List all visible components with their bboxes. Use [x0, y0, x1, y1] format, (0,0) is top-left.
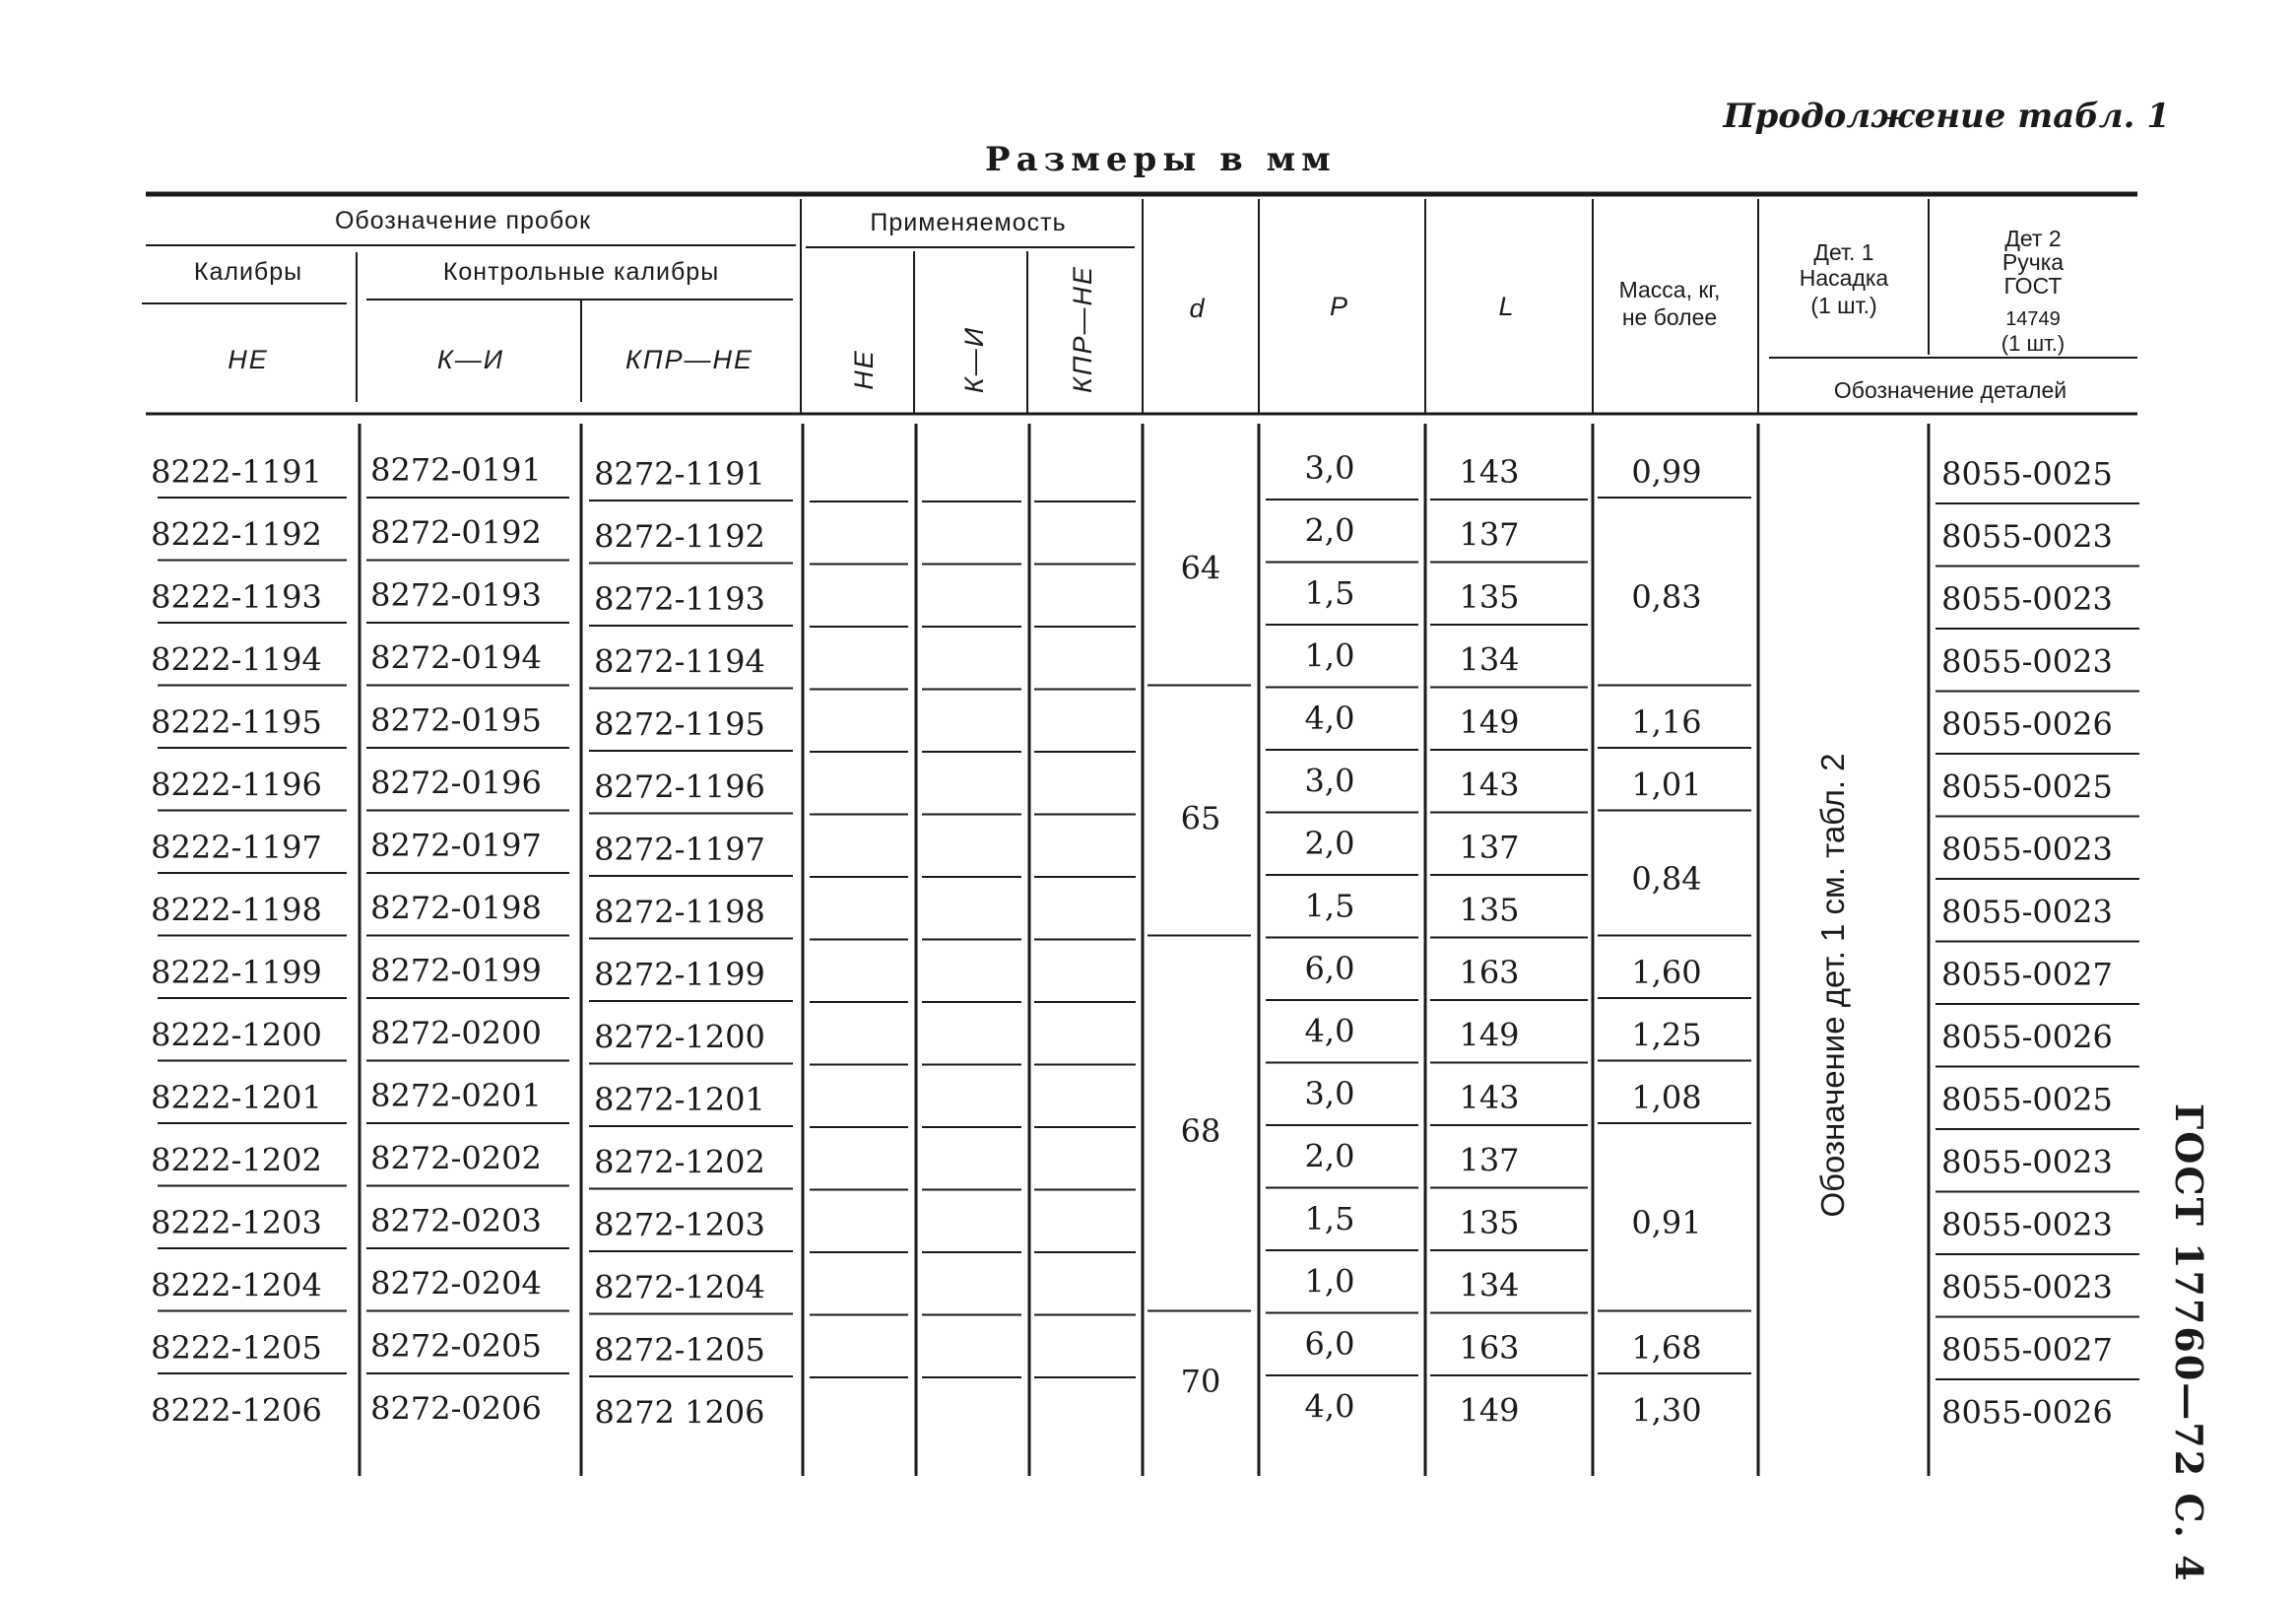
- row-l-value: 134: [1459, 640, 1520, 679]
- mass-group-value: 0,99: [1631, 453, 1702, 491]
- row-k-i-code: 8272-0202: [370, 1139, 542, 1177]
- row-he-code: 8222-1202: [151, 1141, 322, 1179]
- row-p-value: 4,0: [1304, 1012, 1355, 1050]
- units-caption: Размеры в мм: [985, 140, 1337, 179]
- row-det2-code: 8055-0026: [1941, 1018, 2113, 1056]
- row-det2-code: 8055-0023: [1941, 893, 2113, 931]
- row-p-value: 1,0: [1304, 636, 1355, 675]
- row-he-code: 8222-1196: [151, 766, 322, 804]
- row-he-code: 8222-1206: [151, 1391, 322, 1430]
- header-d: d: [1189, 294, 1207, 323]
- row-kpr-he-code: 8272-1200: [594, 1018, 765, 1056]
- row-k-i-code: 8272-0204: [370, 1264, 542, 1302]
- row-p-value: 1,5: [1304, 574, 1355, 612]
- row-he-code: 8222-1199: [151, 954, 322, 991]
- row-kpr-he-code: 8272-1192: [594, 517, 765, 556]
- mass-group-value: 1,60: [1631, 954, 1702, 991]
- row-det2-code: 8055-0026: [1941, 1393, 2113, 1432]
- header-l: L: [1498, 292, 1516, 321]
- header-det2-line5: (1 шт.): [2001, 331, 2066, 356]
- row-p-value: 1,0: [1304, 1262, 1355, 1301]
- table-header: [194, 207, 2066, 403]
- d-group-value: 68: [1180, 1111, 1221, 1150]
- row-p-value: 2,0: [1304, 1137, 1355, 1175]
- header-gauges: Калибры: [193, 258, 303, 286]
- mass-group-value: 1,16: [1631, 703, 1702, 741]
- row-kpr-he-code: 8272-1196: [594, 768, 765, 806]
- row-he-code: 8222-1192: [151, 515, 322, 554]
- header-mass-line2: не более: [1621, 304, 1718, 330]
- row-l-value: 143: [1459, 453, 1520, 491]
- row-l-value: 135: [1459, 1204, 1520, 1241]
- row-det2-code: 8055-0027: [1941, 956, 2113, 993]
- row-det2-code: 8055-0023: [1941, 1143, 2113, 1181]
- row-p-value: 1,5: [1304, 887, 1355, 925]
- det1-note: Обозначение дет. 1 см. табл. 2: [1814, 753, 1851, 1218]
- row-l-value: 163: [1459, 1329, 1520, 1367]
- row-k-i-code: 8272-0199: [370, 952, 542, 989]
- header-p: P: [1329, 292, 1350, 321]
- d-group-value: 70: [1180, 1362, 1221, 1400]
- header-kpr-he: КПР—НЕ: [625, 345, 754, 374]
- header-det2-line1: Дет 2: [2004, 226, 2062, 251]
- row-p-value: 4,0: [1304, 1387, 1355, 1426]
- mass-group-value: 0,83: [1631, 578, 1702, 616]
- row-l-value: 149: [1459, 1391, 1520, 1430]
- row-kpr-he-code: 8272-1204: [594, 1268, 765, 1306]
- mass-group-value: 1,08: [1631, 1079, 1702, 1116]
- row-k-i-code: 8272-0198: [370, 889, 542, 927]
- row-kpr-he-code: 8272-1199: [594, 956, 765, 993]
- row-p-value: 1,5: [1304, 1200, 1355, 1237]
- row-l-value: 135: [1459, 891, 1520, 929]
- mass-group-value: 1,68: [1631, 1329, 1702, 1367]
- row-k-i-code: 8272-0197: [370, 827, 542, 864]
- row-kpr-he-code: 8272-1205: [594, 1331, 765, 1369]
- row-he-code: 8222-1200: [151, 1016, 322, 1054]
- row-p-value: 2,0: [1304, 511, 1355, 550]
- row-l-value: 163: [1459, 954, 1520, 991]
- d-group-value: 65: [1180, 799, 1221, 837]
- row-kpr-he-code: 8272-1198: [594, 893, 765, 931]
- row-p-value: 2,0: [1304, 825, 1355, 862]
- row-kpr-he-code: 8272-1197: [594, 831, 765, 868]
- row-det2-code: 8055-0023: [1941, 517, 2113, 556]
- row-kpr-he-code: 8272-1191: [594, 455, 765, 493]
- row-he-code: 8222-1204: [151, 1266, 322, 1304]
- row-he-code: 8222-1194: [151, 640, 322, 679]
- row-p-value: 6,0: [1304, 1325, 1355, 1363]
- row-he-code: 8222-1193: [151, 578, 322, 616]
- row-k-i-code: 8272-0201: [370, 1077, 542, 1114]
- mass-group-value: 1,01: [1631, 766, 1702, 804]
- header-k-i: К—И: [436, 345, 505, 374]
- row-p-value: 4,0: [1304, 700, 1355, 737]
- row-p-value: 3,0: [1304, 449, 1355, 487]
- row-p-value: 6,0: [1304, 950, 1355, 987]
- header-det2-line3: ГОСТ: [2003, 273, 2063, 299]
- row-kpr-he-code: 8272-1195: [594, 705, 765, 743]
- row-det2-code: 8055-0023: [1941, 1268, 2113, 1306]
- row-det2-code: 8055-0023: [1941, 1206, 2113, 1243]
- row-k-i-code: 8272-0196: [370, 764, 542, 802]
- row-k-i-code: 8272-0206: [370, 1389, 542, 1428]
- header-plug-designation: Обозначение пробок: [334, 207, 592, 234]
- row-det2-code: 8055-0023: [1941, 831, 2113, 868]
- row-l-value: 135: [1459, 578, 1520, 616]
- row-det2-code: 8055-0023: [1941, 642, 2113, 681]
- row-kpr-he-code: 8272-1202: [594, 1143, 765, 1181]
- row-det2-code: 8055-0023: [1941, 580, 2113, 618]
- row-det2-code: 8055-0025: [1941, 768, 2113, 806]
- continuation-label: Продолжение табл. 1: [1723, 97, 2170, 136]
- row-det2-code: 8055-0026: [1941, 705, 2113, 743]
- row-k-i-code: 8272-0195: [370, 701, 542, 739]
- header-app-k-i: К—И: [959, 325, 989, 394]
- row-k-i-code: 8272-0194: [370, 638, 542, 677]
- header-app-he: НЕ: [849, 349, 879, 390]
- row-kpr-he-code: 8272-1203: [594, 1206, 765, 1243]
- header-parts-designation: Обозначение деталей: [1833, 377, 2067, 403]
- row-he-code: 8222-1197: [151, 829, 322, 866]
- row-l-value: 149: [1459, 703, 1520, 741]
- row-p-value: 3,0: [1304, 762, 1355, 800]
- row-l-value: 137: [1459, 1141, 1520, 1179]
- row-k-i-code: 8272-0205: [370, 1327, 542, 1365]
- header-det1-line3: (1 шт.): [1810, 293, 1877, 318]
- row-k-i-code: 8272-0193: [370, 576, 542, 614]
- row-l-value: 137: [1459, 515, 1520, 554]
- row-l-value: 134: [1459, 1266, 1520, 1304]
- row-kpr-he-code: 8272-1194: [594, 642, 765, 681]
- row-l-value: 149: [1459, 1016, 1520, 1054]
- row-det2-code: 8055-0027: [1941, 1331, 2113, 1369]
- row-k-i-code: 8272-0192: [370, 513, 542, 552]
- row-kpr-he-code: 8272-1201: [594, 1081, 765, 1118]
- row-k-i-code: 8272-0203: [370, 1202, 542, 1239]
- mass-group-value: 1,30: [1631, 1391, 1702, 1430]
- row-he-code: 8222-1205: [151, 1329, 322, 1367]
- header-app-kpr-he: КПР—НЕ: [1068, 265, 1097, 393]
- header-det2-line4: 14749: [2005, 308, 2061, 330]
- row-l-value: 143: [1459, 1079, 1520, 1116]
- row-p-value: 3,0: [1304, 1075, 1355, 1112]
- header-applicability: Применяемость: [870, 209, 1067, 236]
- row-l-value: 137: [1459, 829, 1520, 866]
- row-det2-code: 8055-0025: [1941, 1081, 2113, 1118]
- header-control-gauges: Контрольные калибры: [442, 258, 720, 286]
- row-he-code: 8222-1198: [151, 891, 322, 929]
- header-he: НЕ: [228, 345, 269, 374]
- document-side-label: ГОСТ 17760—72 С. 4: [2167, 1103, 2211, 1583]
- mass-group-value: 1,25: [1631, 1016, 1702, 1054]
- row-k-i-code: 8272-0200: [370, 1014, 542, 1052]
- row-det2-code: 8055-0025: [1941, 455, 2113, 493]
- row-he-code: 8222-1195: [151, 703, 322, 741]
- row-kpr-he-code: 8272-1193: [594, 580, 765, 618]
- d-group-value: 64: [1180, 549, 1221, 587]
- header-det2-line2: Ручка: [2001, 249, 2065, 275]
- header-det1-line1: Дет. 1: [1813, 239, 1874, 265]
- header-det1-line2: Насадка: [1799, 265, 1889, 291]
- row-kpr-he-code: 8272 1206: [594, 1393, 765, 1432]
- mass-group-value: 0,91: [1631, 1204, 1702, 1241]
- header-mass-line1: Масса, кг,: [1618, 277, 1721, 302]
- row-he-code: 8222-1201: [151, 1079, 322, 1116]
- row-l-value: 143: [1459, 766, 1520, 804]
- row-he-code: 8222-1191: [151, 453, 322, 491]
- row-he-code: 8222-1203: [151, 1204, 322, 1241]
- mass-group-value: 0,84: [1631, 859, 1702, 898]
- row-k-i-code: 8272-0191: [370, 451, 542, 489]
